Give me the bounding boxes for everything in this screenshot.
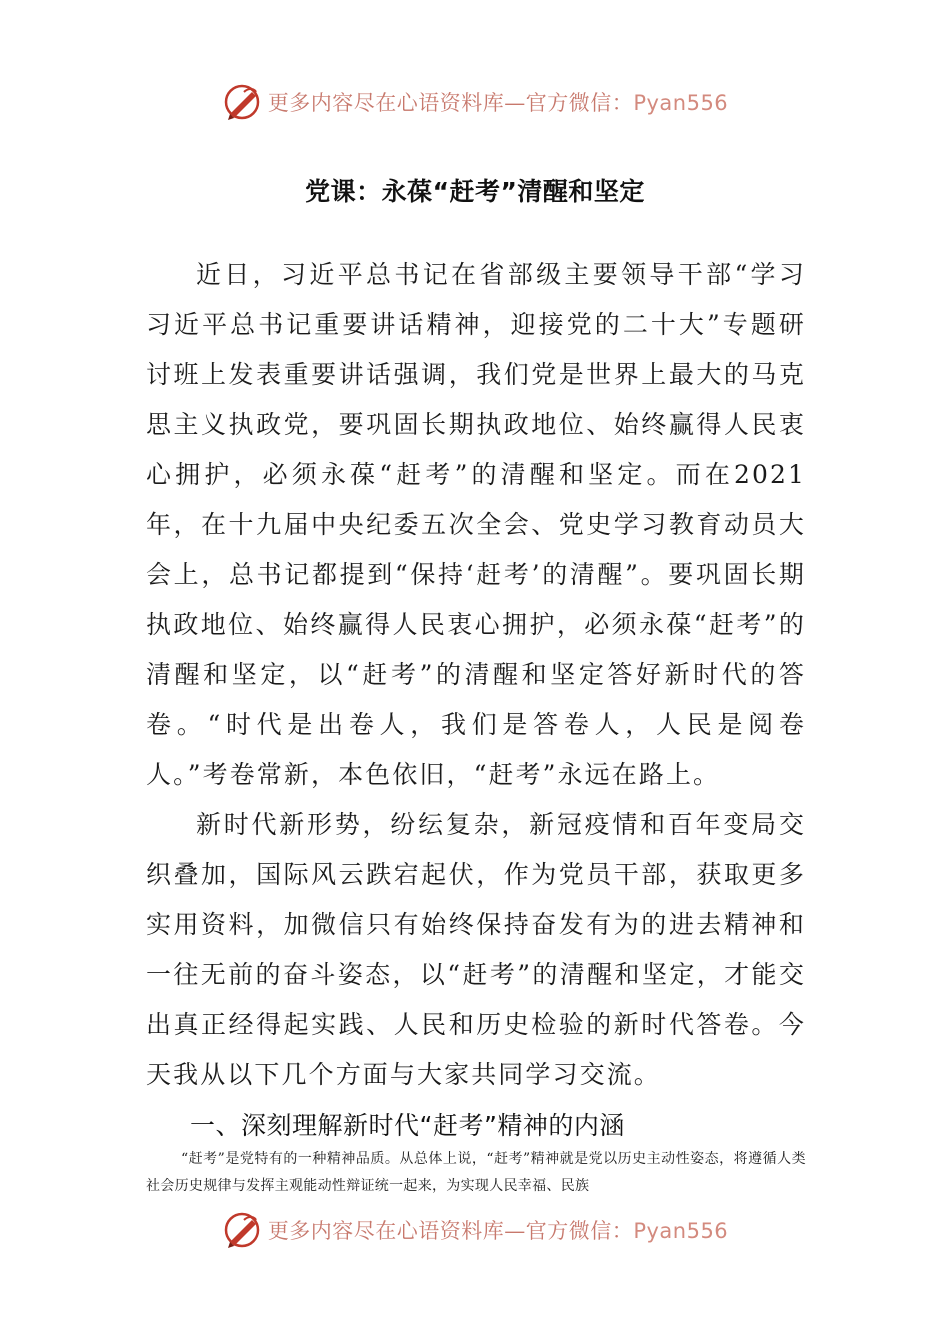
pen-logo-icon [222,1210,262,1250]
pen-logo-icon [222,82,262,122]
small-paragraph: “赶考”是党特有的一种精神品质。从总体上说，“赶考”精神就是党以历史主动性姿态，将遵循人类社会历史规律与发挥主观能动性辩证统一起来，为实现人民幸福、民族 [146,1151,806,1194]
banner-text [268,87,728,117]
wechat-id: Pyan556 [633,1219,729,1243]
document-title: 党课：永葆“赶考”清醒和坚定 [305,177,645,206]
banner-text [268,1215,728,1245]
footer-watermark-banner [0,1208,950,1252]
paragraph: 新时代新形势，纷纭复杂，新冠疫情和百年变局交织叠加，国际风云跌宕起伏，作为党员干部，获取更多实用资料，加微信只有始终保持奋发有为的进去精神和一往无前的奋斗姿态，以“赶考”的清醒和坚定，才能交出真正经得起实践、人民和历史检验的新时代答卷。今天我从以下几个方面与大家共同学习交流。 [146,810,806,1089]
section-heading: 一、深刻理解新时代“赶考”精神的内涵 [190,1111,625,1140]
wechat-id: Pyan556 [633,91,729,115]
banner-label: 更多内容尽在心语资料库—官方微信： [267,91,634,115]
banner-label: 更多内容尽在心语资料库—官方微信： [267,1219,634,1243]
paragraph: 近日，习近平总书记在省部级主要领导干部“学习习近平总书记重要讲话精神，迎接党的二十大”专题研讨班上发表重要讲话强调，我们党是世界上最大的马克思主义执政党，要巩固长期执政地位、始终赢得人民衷心拥护，必须永葆“赶考”的清醒和坚定。而在2021年，在十九届中央纪委五次全会、党史学习教育动员大会上，总书记都提到“保持‘赶考’的清醒”。要巩固长期执政地位、始终赢得人民衷心拥护，必须永葆“赶考”的清醒和坚定，以“赶考”的清醒和坚定答好新时代的答卷。“时代是出卷人，我们是答卷人，人民是阅卷人。”考卷常新，本色依旧，“赶考”永远在路上。 [146,260,806,789]
document-body [146,250,806,1200]
header-watermark-banner [0,80,950,124]
